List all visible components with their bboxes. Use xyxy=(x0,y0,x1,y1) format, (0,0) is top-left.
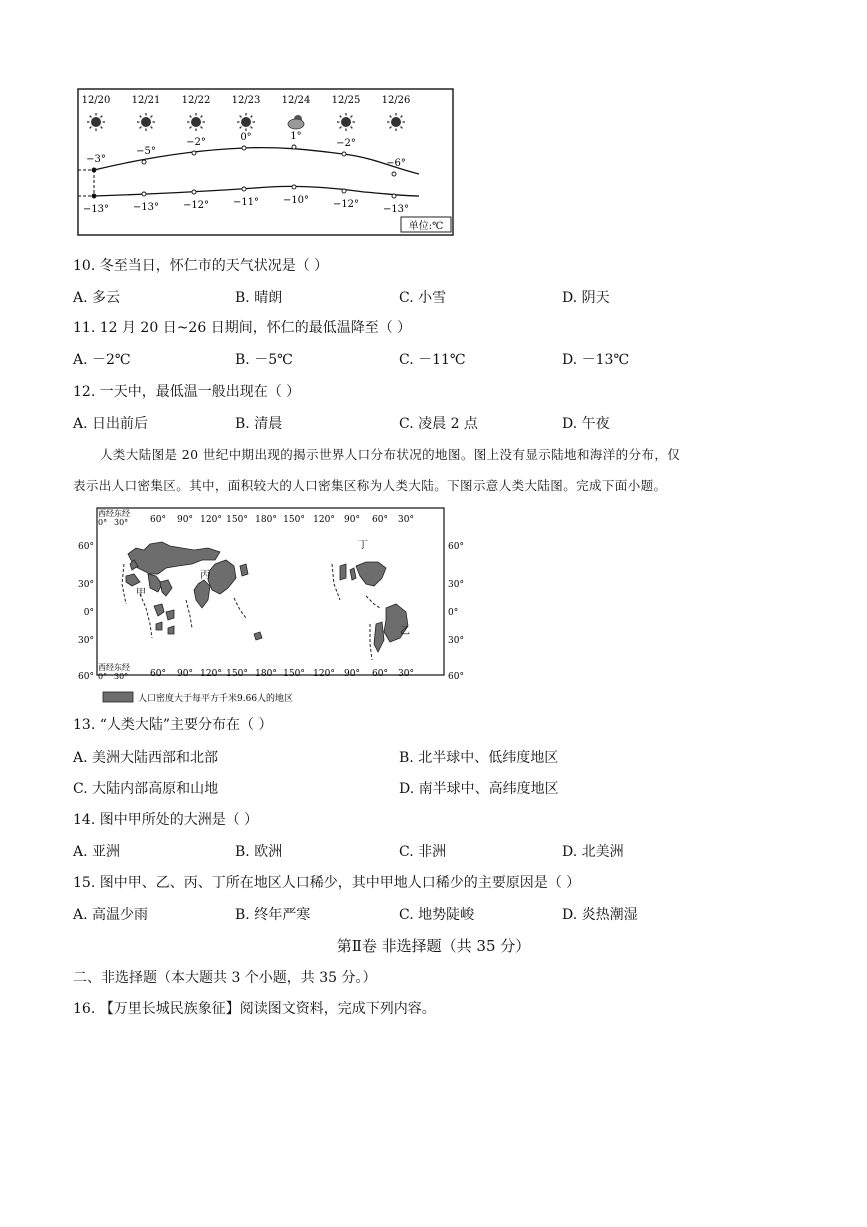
high-temp-point xyxy=(292,145,296,149)
low-temp-point xyxy=(192,190,196,194)
q13-stem: 13. “人类大陆”主要分布在（ ） xyxy=(73,717,273,733)
top-east-label-30: 30° xyxy=(114,518,129,527)
lat-label-left: 60° xyxy=(78,672,94,682)
bottom-tick-label: 30° xyxy=(398,669,414,679)
bottom-tick-label: 90° xyxy=(344,669,360,679)
q10-stem: 10. 冬至当日，怀仁市的天气状况是（ ） xyxy=(73,258,329,274)
top-tick-label: 180° xyxy=(255,515,277,525)
q14-option-d[interactable]: D. 北美洲 xyxy=(562,844,624,860)
passage-line-2: 表示出人口密集区。其中，面积较大的人口密集区称为人类大陆。下图示意人类大陆图。完成下面小题。 xyxy=(73,478,667,493)
top-tick-label: 120° xyxy=(313,515,335,525)
lat-label-left: 60° xyxy=(78,542,94,552)
high-temp-label: −2° xyxy=(336,138,356,149)
low-temp-point xyxy=(342,189,346,193)
q14-stem: 14. 图中甲所处的大洲是（ ） xyxy=(73,812,259,828)
date-label: 12/26 xyxy=(381,95,411,106)
q14-option-a[interactable]: A. 亚洲 xyxy=(73,844,121,860)
q12-option-b[interactable]: B. 清晨 xyxy=(235,416,283,432)
top-tick-label: 90° xyxy=(177,515,193,525)
q15-option-b[interactable]: B. 终年严寒 xyxy=(235,907,311,923)
low-temp-point xyxy=(242,187,246,191)
label-bing: 丙 xyxy=(200,570,210,581)
lat-label-right: 30° xyxy=(448,636,464,646)
bottom-tick-label: 150° xyxy=(283,669,305,679)
high-temp-label: −5° xyxy=(136,146,156,157)
date-label: 12/21 xyxy=(131,95,161,106)
q13-option-d[interactable]: D. 南半球中、高纬度地区 xyxy=(399,781,559,797)
date-label: 12/22 xyxy=(181,95,211,106)
low-temp-point xyxy=(92,194,96,198)
low-temp-label: −12° xyxy=(332,199,360,210)
top-tick-label: 60° xyxy=(372,515,388,525)
top-tick-label: 90° xyxy=(344,515,360,525)
sun-icon xyxy=(387,113,405,131)
high-temp-point xyxy=(342,152,346,156)
lat-label-right: 30° xyxy=(448,580,464,590)
date-label: 12/20 xyxy=(81,95,111,106)
q13-option-c[interactable]: C. 大陆内部高原和山地 xyxy=(73,781,219,797)
bottom-east-label-30: 30° xyxy=(114,672,129,681)
q10-option-c[interactable]: C. 小雪 xyxy=(399,290,447,306)
low-temp-point xyxy=(292,185,296,189)
section-title: 第Ⅱ卷 非选择题（共 35 分） xyxy=(336,937,531,955)
q11-stem: 11. 12 月 20 日~26 日期间，怀仁的最低温降至（ ） xyxy=(73,320,412,336)
q15-option-c[interactable]: C. 地势陡峻 xyxy=(399,907,475,923)
high-temp-label: 1° xyxy=(290,131,302,142)
lat-label-left: 30° xyxy=(78,636,94,646)
bottom-zero-label: 0° xyxy=(98,672,108,681)
label-yi: 乙 xyxy=(400,626,410,637)
q11-option-a[interactable]: A. －2℃ xyxy=(73,352,131,368)
top-zero-label: 0° xyxy=(98,518,108,527)
bottom-tick-label: 60° xyxy=(150,669,166,679)
q15-option-a[interactable]: A. 高温少雨 xyxy=(73,907,149,923)
q13-option-a[interactable]: A. 美洲大陆西部和北部 xyxy=(73,750,219,766)
label-jia: 甲 xyxy=(136,588,146,599)
date-label: 12/25 xyxy=(331,95,361,106)
sun-icon xyxy=(187,113,205,131)
high-temp-label: 0° xyxy=(240,132,252,143)
top-tick-label: 60° xyxy=(150,515,166,525)
low-temp-label: −11° xyxy=(232,197,260,208)
lat-label-right: 60° xyxy=(448,672,464,682)
high-temp-point xyxy=(242,146,246,150)
low-temp-point xyxy=(142,192,146,196)
top-tick-label: 30° xyxy=(398,515,414,525)
unit-label: 单位:℃ xyxy=(408,221,444,232)
q11-option-c[interactable]: C. －11℃ xyxy=(399,352,466,368)
high-temp-label: −3° xyxy=(86,154,106,165)
top-tick-label: 150° xyxy=(283,515,305,525)
bottom-west-label: 西经 xyxy=(98,663,114,672)
q12-option-c[interactable]: C. 凌晨 2 点 xyxy=(399,416,478,432)
human-continent-map xyxy=(70,504,470,706)
q10-option-b[interactable]: B. 晴朗 xyxy=(235,290,283,306)
q14-option-b[interactable]: B. 欧洲 xyxy=(235,844,283,860)
q16-stem: 16. 【万里长城民族象征】阅读图文资料，完成下列内容。 xyxy=(73,1001,436,1017)
date-label: 12/24 xyxy=(281,95,311,106)
sun-icon xyxy=(87,113,105,131)
passage-line-1: 人类大陆图是 20 世纪中期出现的揭示世界人口分布状况的地图。图上没有显示陆地和海洋的分布，仅 xyxy=(100,447,681,462)
bottom-tick-label: 90° xyxy=(177,669,193,679)
q10-option-a[interactable]: A. 多云 xyxy=(73,290,121,306)
low-temp-label: −13° xyxy=(382,204,410,215)
lat-label-right: 0° xyxy=(448,608,459,618)
high-temp-point xyxy=(142,160,146,164)
q15-stem: 15. 图中甲、乙、丙、丁所在地区人口稀少，其中甲地人口稀少的主要原因是（ ） xyxy=(73,875,581,891)
low-temp-label: −13° xyxy=(132,202,160,213)
lat-label-right: 60° xyxy=(448,542,464,552)
q11-option-b[interactable]: B. －5℃ xyxy=(235,352,293,368)
q11-option-d[interactable]: D. －13℃ xyxy=(562,352,630,368)
bottom-east-label: 东经 xyxy=(114,663,130,672)
q10-option-d[interactable]: D. 阴天 xyxy=(562,290,610,306)
sun-icon xyxy=(237,113,255,131)
q12-stem: 12. 一天中，最低温一般出现在（ ） xyxy=(73,384,301,400)
date-label: 12/23 xyxy=(231,95,261,106)
top-tick-label: 120° xyxy=(200,515,222,525)
top-west-label: 西经 xyxy=(98,509,114,518)
sun-icon xyxy=(137,113,155,131)
high-temp-label: −6° xyxy=(386,158,406,169)
legend-text: 人口密度大于每平方千米9.66人的地区 xyxy=(138,694,294,704)
low-temp-label: −12° xyxy=(182,200,210,211)
legend-swatch xyxy=(103,692,133,702)
q15-option-d[interactable]: D. 炎热潮湿 xyxy=(562,907,638,923)
bottom-tick-label: 180° xyxy=(255,669,277,679)
low-temp-point xyxy=(392,194,396,198)
weather-chart xyxy=(74,88,456,238)
label-ding: 丁 xyxy=(358,540,368,551)
bottom-tick-label: 120° xyxy=(200,669,222,679)
q14-option-c[interactable]: C. 非洲 xyxy=(399,844,447,860)
high-temp-point xyxy=(392,172,396,176)
high-temp-point xyxy=(92,168,96,172)
low-temp-label: −10° xyxy=(282,195,310,206)
top-east-label: 东经 xyxy=(114,509,130,518)
low-temp-label: −13° xyxy=(82,204,110,215)
q12-option-a[interactable]: A. 日出前后 xyxy=(73,416,149,432)
q12-option-d[interactable]: D. 午夜 xyxy=(562,416,610,432)
lat-label-left: 0° xyxy=(83,608,94,618)
bottom-tick-label: 150° xyxy=(226,669,248,679)
bottom-tick-label: 60° xyxy=(372,669,388,679)
high-temp-point xyxy=(192,151,196,155)
cloud-sun-icon xyxy=(288,115,304,129)
q13-option-b[interactable]: B. 北半球中、低纬度地区 xyxy=(399,750,559,766)
sun-icon xyxy=(337,113,355,131)
lat-label-left: 30° xyxy=(78,580,94,590)
high-temp-label: −2° xyxy=(186,137,206,148)
section-heading: 二、非选择题（本大题共 3 个小题，共 35 分。） xyxy=(73,970,377,986)
bottom-tick-label: 120° xyxy=(313,669,335,679)
top-tick-label: 150° xyxy=(226,515,248,525)
